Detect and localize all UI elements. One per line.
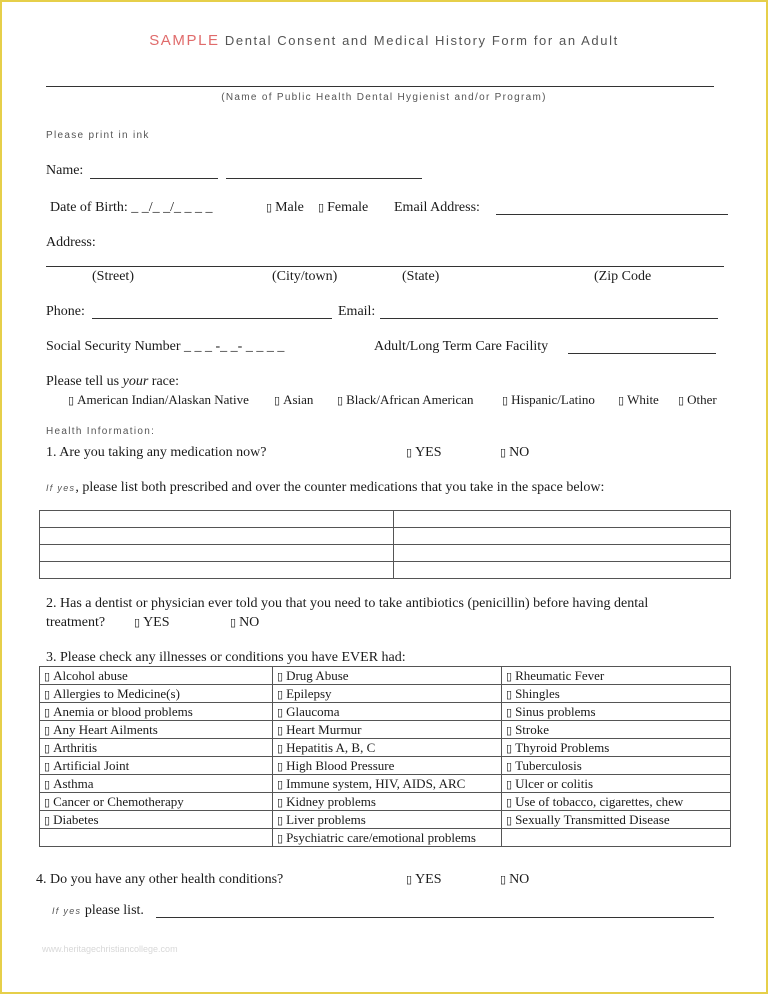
zip-caption: (Zip Code [594, 269, 652, 284]
checkbox-icon: ▯ [274, 395, 281, 407]
condition-label: Glaucoma [286, 703, 340, 719]
table-row [40, 829, 731, 847]
condition-cell[interactable] [502, 757, 731, 775]
condition-label: Cancer or Chemotherapy [53, 793, 184, 809]
condition-label: Any Heart Ailments [53, 721, 158, 737]
male-option[interactable] [266, 200, 304, 216]
conditions-table [39, 666, 731, 847]
form-title [2, 32, 766, 49]
condition-label: Heart Murmur [286, 721, 362, 737]
checkbox-icon: ▯ [277, 706, 284, 719]
checkbox-icon: ▯ [134, 617, 141, 629]
checkbox-icon: ▯ [406, 874, 413, 886]
checkbox-icon: ▯ [44, 688, 51, 701]
medication-cell[interactable] [40, 511, 394, 528]
q1-no-option[interactable] [500, 445, 529, 461]
condition-cell[interactable] [273, 739, 502, 757]
checkbox-icon: ▯ [277, 760, 284, 773]
condition-cell[interactable] [273, 775, 502, 793]
checkbox-icon: ▯ [277, 688, 284, 701]
table-row [40, 562, 731, 579]
no-label: NO [239, 615, 260, 630]
checkbox-icon: ▯ [506, 796, 513, 809]
checkbox-icon: ▯ [44, 814, 51, 827]
condition-cell[interactable] [273, 703, 502, 721]
table-row [40, 667, 731, 685]
no-label: NO [509, 445, 530, 460]
table-row [40, 511, 731, 528]
table-row [40, 793, 731, 811]
condition-label: Immune system, HIV, AIDS, ARC [286, 775, 466, 791]
checkbox-icon: ▯ [44, 670, 51, 683]
other-conditions-field[interactable] [156, 917, 714, 918]
checkbox-icon: ▯ [506, 688, 513, 701]
race-option-hispanic[interactable] [502, 392, 595, 408]
condition-label: Allergies to Medicine(s) [53, 685, 180, 701]
condition-label: High Blood Pressure [286, 757, 395, 773]
facility-label: Adult/Long Term Care Facility [374, 339, 549, 354]
race-option-label: American Indian/Alaskan Native [77, 392, 249, 407]
facility-field[interactable] [568, 353, 716, 354]
question-4: 4. Do you have any other health conditions? [36, 872, 284, 887]
race-option-label: Asian [283, 392, 314, 407]
q4-followup-text: please list. [81, 903, 144, 918]
condition-label: Liver problems [286, 811, 366, 827]
q4-no-option[interactable] [500, 872, 529, 888]
question-2: 2. Has a dentist or physician ever told you that you need to take antibiotics (penicillin) before having dental [46, 596, 649, 611]
state-caption: (State) [402, 269, 440, 284]
table-row [40, 739, 731, 757]
condition-cell[interactable] [40, 775, 273, 793]
email-address-label: Email Address: [394, 200, 480, 215]
race-option-label: Black/African American [346, 392, 474, 407]
condition-label: Kidney problems [286, 793, 376, 809]
checkbox-icon: ▯ [44, 796, 51, 809]
checkbox-icon: ▯ [406, 447, 413, 459]
table-row [40, 528, 731, 545]
condition-cell[interactable] [502, 703, 731, 721]
table-row [40, 811, 731, 829]
condition-cell[interactable] [40, 811, 273, 829]
table-row [40, 685, 731, 703]
race-option-black[interactable] [337, 392, 473, 408]
checkbox-icon: ▯ [506, 706, 513, 719]
sample-label: SAMPLE [149, 32, 220, 49]
condition-cell[interactable] [502, 793, 731, 811]
female-label: Female [327, 200, 369, 215]
checkbox-icon: ▯ [500, 447, 507, 459]
checkbox-icon: ▯ [266, 202, 273, 214]
email-label: Email: [338, 304, 376, 319]
checkbox-icon: ▯ [277, 670, 284, 683]
watermark: www.heritagechristiancollege.com [42, 944, 178, 954]
q2-yes-option[interactable] [134, 615, 170, 631]
table-row [40, 721, 731, 739]
condition-label: Artificial Joint [53, 757, 130, 773]
medication-cell[interactable] [394, 511, 731, 528]
q1-yes-option[interactable] [406, 445, 442, 461]
name-label: Name: [46, 163, 84, 178]
street-caption: (Street) [92, 269, 134, 284]
condition-cell[interactable] [502, 685, 731, 703]
q1-followup [46, 480, 604, 496]
checkbox-icon: ▯ [506, 814, 513, 827]
consent-form-page [2, 2, 766, 992]
condition-cell[interactable] [273, 793, 502, 811]
yes-label: YES [415, 872, 442, 887]
checkbox-icon: ▯ [500, 874, 507, 886]
checkbox-icon: ▯ [506, 724, 513, 737]
condition-label: Shingles [515, 685, 560, 701]
condition-cell [502, 829, 731, 847]
condition-cell[interactable] [40, 757, 273, 775]
condition-cell[interactable] [40, 721, 273, 739]
checkbox-icon: ▯ [44, 778, 51, 791]
q4-followup [52, 903, 144, 919]
condition-cell[interactable] [273, 757, 502, 775]
print-note: Please print in ink [46, 130, 150, 141]
condition-cell[interactable] [40, 667, 273, 685]
condition-cell[interactable] [502, 775, 731, 793]
phone-label: Phone: [46, 304, 85, 319]
condition-cell[interactable] [502, 739, 731, 757]
hygienist-line[interactable] [46, 86, 714, 87]
table-row [40, 703, 731, 721]
checkbox-icon: ▯ [337, 395, 344, 407]
medication-cell[interactable] [40, 545, 394, 562]
condition-label: Stroke [515, 721, 550, 737]
checkbox-icon: ▯ [230, 617, 237, 629]
condition-cell[interactable] [273, 811, 502, 829]
if-yes-small: If yes [52, 906, 82, 916]
checkbox-icon: ▯ [318, 202, 325, 214]
condition-label: Thyroid Problems [515, 739, 610, 755]
checkbox-icon: ▯ [44, 724, 51, 737]
condition-cell[interactable] [502, 811, 731, 829]
dob-label: Date of Birth: _ _/_ _/_ _ _ _ [50, 200, 213, 215]
condition-label: Epilepsy [286, 685, 332, 701]
table-row [40, 545, 731, 562]
race-option-american-indian[interactable] [68, 392, 249, 408]
race-prompt-text: Please tell us [46, 374, 123, 389]
condition-cell[interactable] [273, 721, 502, 739]
q1-followup-text: , please list both prescribed and over the counter medications that you take in the space below: [75, 480, 605, 495]
condition-label: Anemia or blood problems [53, 703, 193, 719]
condition-label: Psychiatric care/emotional problems [286, 829, 476, 845]
checkbox-icon: ▯ [506, 760, 513, 773]
q2-no-option[interactable] [230, 615, 259, 631]
condition-cell [40, 829, 273, 847]
condition-cell[interactable] [273, 667, 502, 685]
medication-cell[interactable] [394, 528, 731, 545]
condition-cell[interactable] [40, 685, 273, 703]
condition-cell[interactable] [40, 793, 273, 811]
medication-cell[interactable] [394, 562, 731, 579]
race-prompt-suffix: race: [148, 374, 179, 389]
checkbox-icon: ▯ [678, 395, 685, 407]
checkbox-icon: ▯ [618, 395, 625, 407]
ssn-label: Social Security Number _ _ _ -_ _- _ _ _ _ [46, 339, 285, 354]
checkbox-icon: ▯ [506, 742, 513, 755]
hygienist-caption: (Name of Public Health Dental Hygienist and/or Program) [221, 92, 547, 103]
question-3: 3. Please check any illnesses or conditions you have EVER had: [46, 650, 406, 665]
table-row [40, 775, 731, 793]
condition-label: Hepatitis A, B, C [286, 739, 376, 755]
email-field[interactable] [380, 318, 718, 319]
yes-label: YES [415, 445, 442, 460]
medication-cell[interactable] [40, 562, 394, 579]
condition-cell[interactable] [40, 739, 273, 757]
checkbox-icon: ▯ [506, 670, 513, 683]
checkbox-icon: ▯ [277, 778, 284, 791]
condition-label: Ulcer or colitis [515, 775, 594, 791]
race-option-label: White [627, 392, 659, 407]
race-prompt-emphasis: your [122, 374, 149, 389]
race-option-white[interactable] [618, 392, 659, 408]
first-name-field[interactable] [90, 178, 218, 179]
condition-label: Arthritis [53, 739, 98, 755]
male-label: Male [275, 200, 304, 215]
address-label: Address: [46, 235, 96, 250]
condition-cell[interactable] [273, 685, 502, 703]
q4-yes-option[interactable] [406, 872, 442, 888]
email-address-field[interactable] [496, 214, 728, 215]
if-yes-small: If yes [46, 483, 76, 493]
race-option-other[interactable] [678, 392, 717, 408]
checkbox-icon: ▯ [277, 814, 284, 827]
checkbox-icon: ▯ [44, 760, 51, 773]
medication-cell[interactable] [40, 528, 394, 545]
medication-cell[interactable] [394, 545, 731, 562]
checkbox-icon: ▯ [502, 395, 509, 407]
phone-field[interactable] [92, 318, 332, 319]
health-section-header: Health Information: [46, 426, 156, 437]
table-row [40, 757, 731, 775]
checkbox-icon: ▯ [277, 796, 284, 809]
condition-label: Drug Abuse [286, 667, 349, 683]
yes-label: YES [143, 615, 170, 630]
condition-label: Diabetes [53, 811, 99, 827]
race-prompt [46, 374, 179, 390]
condition-cell[interactable] [273, 829, 502, 847]
condition-label: Sexually Transmitted Disease [515, 811, 670, 827]
condition-label: Alcohol abuse [53, 667, 128, 683]
condition-label: Use of tobacco, cigarettes, chew [515, 793, 684, 809]
checkbox-icon: ▯ [44, 706, 51, 719]
city-caption: (City/town) [272, 269, 338, 284]
race-option-label: Hispanic/Latino [511, 392, 595, 407]
condition-cell[interactable] [502, 667, 731, 685]
medication-table [39, 510, 731, 579]
checkbox-icon: ▯ [68, 395, 75, 407]
form-title-text: Dental Consent and Medical History Form for an Adult [219, 33, 619, 48]
checkbox-icon: ▯ [277, 742, 284, 755]
checkbox-icon: ▯ [506, 778, 513, 791]
condition-label: Asthma [53, 775, 94, 791]
checkbox-icon: ▯ [277, 832, 284, 845]
condition-cell[interactable] [502, 721, 731, 739]
condition-label: Sinus problems [515, 703, 596, 719]
condition-label: Rheumatic Fever [515, 667, 605, 683]
race-option-asian[interactable] [274, 392, 313, 408]
checkbox-icon: ▯ [44, 742, 51, 755]
address-field[interactable] [46, 266, 724, 267]
question-1: 1. Are you taking any medication now? [46, 445, 267, 460]
female-option[interactable] [318, 200, 368, 216]
condition-cell[interactable] [40, 703, 273, 721]
question-2-cont: treatment? [46, 615, 106, 630]
checkbox-icon: ▯ [277, 724, 284, 737]
race-option-label: Other [687, 392, 717, 407]
condition-label: Tuberculosis [515, 757, 582, 773]
no-label: NO [509, 872, 530, 887]
last-name-field[interactable] [226, 178, 422, 179]
